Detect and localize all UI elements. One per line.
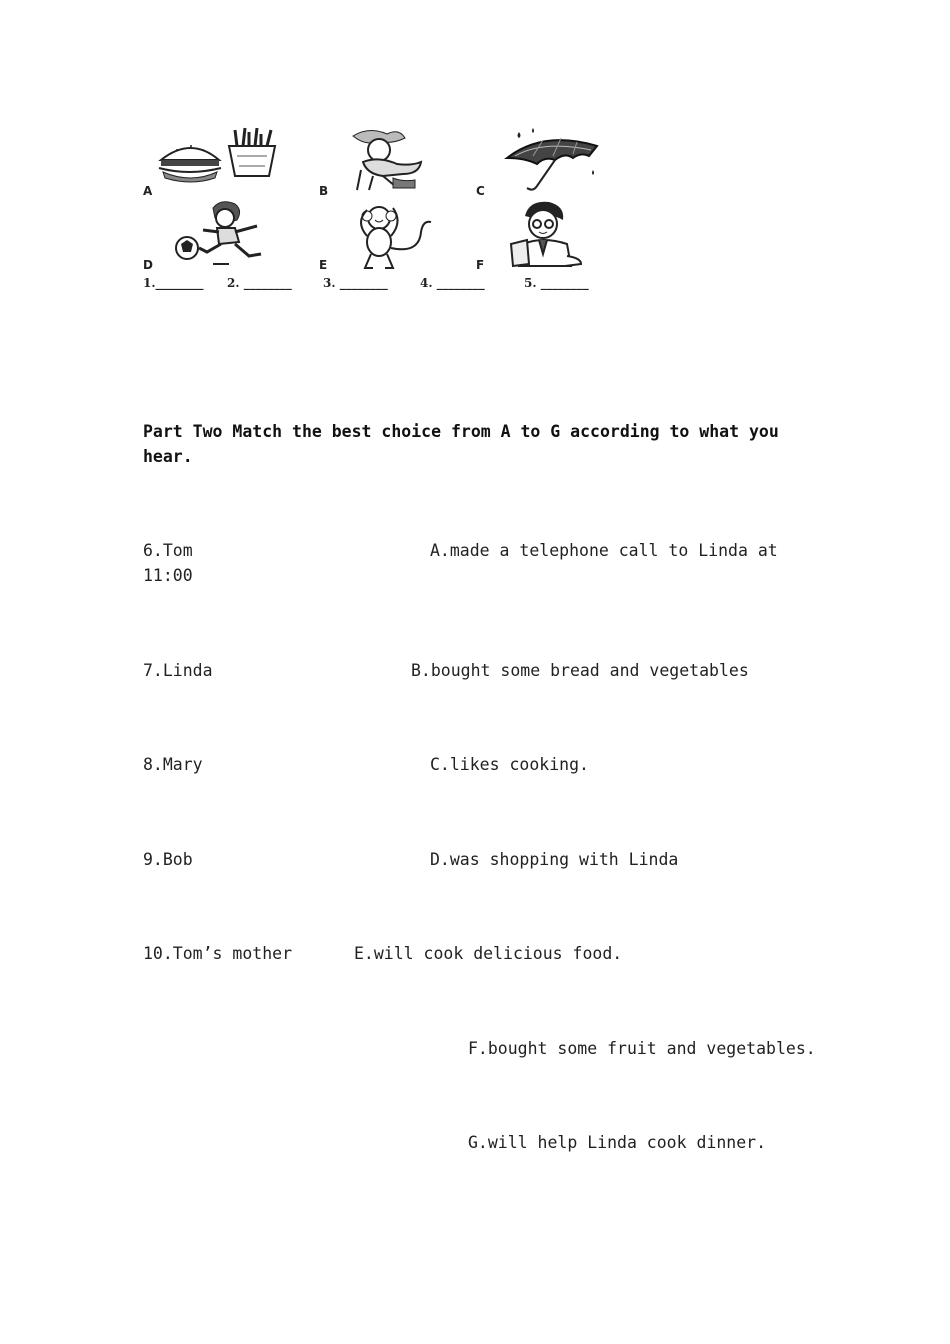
part-two-heading-line2: hear.	[143, 447, 193, 466]
label-b: B	[319, 184, 329, 198]
person-sitting-picture	[343, 126, 429, 192]
answer-blank-3[interactable]: 3. ________	[323, 276, 388, 290]
monkey-picture	[349, 202, 433, 272]
choice-b: B.bought some bread and vegetables	[411, 661, 749, 680]
choice-a-continuation: 11:00	[143, 566, 193, 585]
answer-blank-2[interactable]: 2. ________	[227, 276, 292, 290]
choice-a: A.made a telephone call to Linda at	[430, 541, 778, 560]
answer-blank-1[interactable]: 1.________	[143, 276, 204, 290]
answer-blank-4[interactable]: 4. ________	[420, 276, 485, 290]
label-c: C	[476, 184, 485, 198]
picture-matching-figure	[143, 122, 613, 294]
choice-d: D.was shopping with Linda	[430, 850, 679, 869]
choice-e: E.will cook delicious food.	[354, 944, 623, 963]
answer-blank-5[interactable]: 5. ________	[524, 276, 589, 290]
person-item-7: 7.Linda	[143, 661, 213, 680]
boy-playing-football-picture	[173, 200, 269, 270]
umbrella-picture	[503, 126, 603, 196]
choice-f: F.bought some fruit and vegetables.	[468, 1039, 816, 1058]
man-reading-picture	[505, 200, 587, 272]
person-item-9: 9.Bob	[143, 850, 193, 869]
choice-c: C.likes cooking.	[430, 755, 589, 774]
label-e: E	[319, 258, 328, 272]
choice-g: G.will help Linda cook dinner.	[468, 1133, 767, 1152]
label-a: A	[143, 184, 153, 198]
label-d: D	[143, 258, 153, 272]
person-item-6: 6.Tom	[143, 541, 193, 560]
person-item-10: 10.Tom’s mother	[143, 944, 293, 963]
part-two-heading-line1: Part Two Match the best choice from A to G according to what you	[143, 422, 779, 441]
person-item-8: 8.Mary	[143, 755, 203, 774]
label-f: F	[476, 258, 485, 272]
burger-fries-picture	[157, 126, 283, 184]
